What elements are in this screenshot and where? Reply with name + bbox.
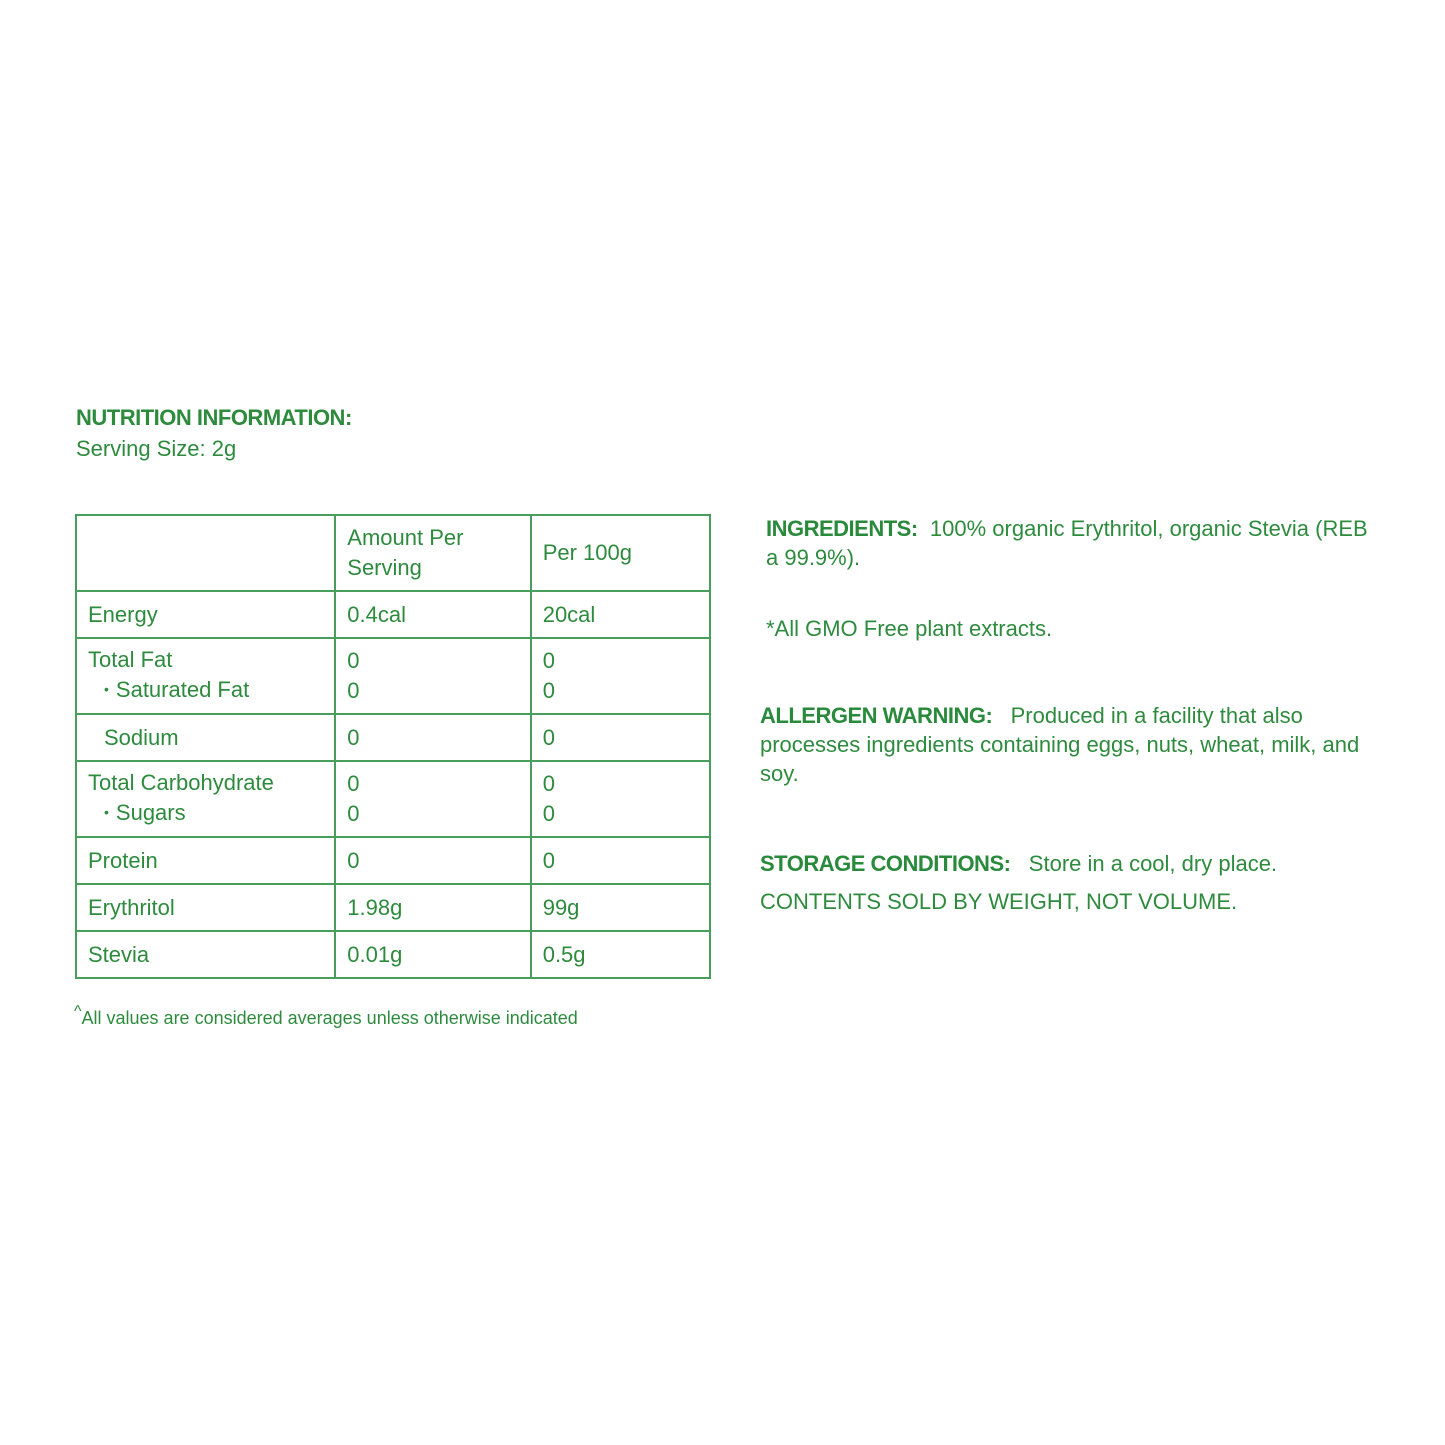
table-footnote bbox=[74, 1003, 578, 1029]
table-row bbox=[76, 884, 710, 931]
header-cell-per-100g: Per 100g bbox=[531, 515, 710, 591]
row-label-cell bbox=[76, 638, 335, 714]
row-label: Total Carbohydrate bbox=[88, 770, 274, 795]
serving-size: Serving Size: 2g bbox=[76, 436, 237, 461]
gmo-note: *All GMO Free plant extracts. bbox=[766, 616, 1053, 641]
row-per-serving: 0.4cal bbox=[335, 591, 530, 638]
sub-row-per-serving: 0 bbox=[347, 801, 360, 826]
allergen-text: Produced in a facility that also processes ingredients containing eggs, nuts, wheat, milk, and soy. bbox=[760, 703, 1360, 786]
ingredients-section bbox=[766, 514, 1386, 572]
ingredients-label: INGREDIENTS: bbox=[766, 516, 918, 541]
row-label: Total Fat bbox=[88, 647, 173, 672]
row-label bbox=[76, 714, 335, 761]
bullet-icon: • bbox=[104, 681, 109, 697]
row-label-text: Sodium bbox=[104, 724, 179, 750]
nutrition-heading: NUTRITION INFORMATION: bbox=[76, 405, 352, 430]
row-per-100g: 0 bbox=[542, 771, 555, 796]
sub-row-per-100g: 0 bbox=[542, 801, 555, 826]
sub-row-label bbox=[88, 675, 334, 707]
footnote-marker: ^ bbox=[74, 1003, 82, 1020]
row-per-100g: 0 bbox=[531, 714, 710, 761]
table-row bbox=[76, 591, 710, 638]
table-row bbox=[76, 931, 710, 978]
row-per-serving-cell bbox=[335, 638, 530, 714]
sub-label-text: Saturated Fat bbox=[115, 677, 250, 702]
storage-text: Store in a cool, dry place. bbox=[1028, 851, 1278, 876]
row-per-100g: 99g bbox=[531, 884, 710, 931]
row-per-serving: 0 bbox=[335, 837, 530, 884]
row-per-100g-cell bbox=[531, 638, 710, 714]
row-per-100g: 0 bbox=[542, 648, 555, 673]
allergen-section bbox=[760, 701, 1390, 788]
sub-row-per-serving: 0 bbox=[347, 678, 360, 703]
contents-note: CONTENTS SOLD BY WEIGHT, NOT VOLUME. bbox=[760, 889, 1238, 914]
table-header-row bbox=[76, 515, 710, 591]
row-per-serving: 0 bbox=[347, 771, 360, 796]
storage-section bbox=[760, 849, 1400, 878]
table-row bbox=[76, 638, 710, 714]
sub-row-label bbox=[88, 798, 334, 830]
row-label-cell bbox=[76, 761, 335, 837]
row-label: Stevia bbox=[76, 931, 335, 978]
row-per-serving-cell bbox=[335, 761, 530, 837]
header-cell-empty bbox=[76, 515, 335, 591]
sub-label-text: Sugars bbox=[115, 800, 186, 825]
bullet-icon: • bbox=[104, 804, 109, 820]
header-cell-per-serving: Amount Per Serving bbox=[335, 515, 530, 591]
storage-label: STORAGE CONDITIONS: bbox=[760, 851, 1011, 876]
row-per-100g: 0.5g bbox=[531, 931, 710, 978]
row-per-serving: 0 bbox=[347, 648, 360, 673]
sub-row-per-100g: 0 bbox=[542, 678, 555, 703]
row-label: Energy bbox=[76, 591, 335, 638]
nutrition-table bbox=[75, 514, 711, 979]
ingredients-text: 100% organic Erythritol, organic Stevia (REB a 99.9%). bbox=[766, 516, 1368, 570]
row-per-serving: 1.98g bbox=[335, 884, 530, 931]
row-per-serving: 0.01g bbox=[335, 931, 530, 978]
row-label: Erythritol bbox=[76, 884, 335, 931]
footnote-text: All values are considered averages unless otherwise indicated bbox=[81, 1008, 578, 1028]
table-row bbox=[76, 761, 710, 837]
allergen-label: ALLERGEN WARNING: bbox=[760, 703, 993, 728]
table-row bbox=[76, 837, 710, 884]
row-per-100g: 20cal bbox=[531, 591, 710, 638]
table-row bbox=[76, 714, 710, 761]
row-per-100g-cell bbox=[531, 761, 710, 837]
row-per-serving: 0 bbox=[335, 714, 530, 761]
row-label: Protein bbox=[76, 837, 335, 884]
row-per-100g: 0 bbox=[531, 837, 710, 884]
